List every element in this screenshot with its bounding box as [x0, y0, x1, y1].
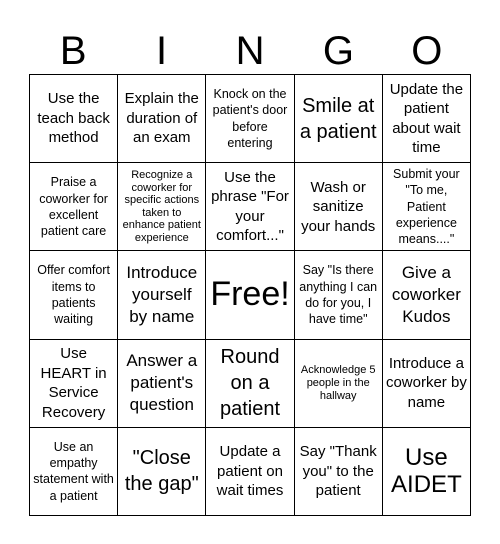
bingo-cell-n5[interactable]: Update a patient on wait times: [206, 428, 294, 516]
bingo-cell-b1[interactable]: Use the teach back method: [30, 75, 118, 163]
bingo-cell-g3[interactable]: Say "Is there anything I can do for you, I have time": [295, 251, 383, 339]
header-letter-o: O: [411, 29, 443, 73]
bingo-cell-n1[interactable]: Knock on the patient's door before entering: [206, 75, 294, 163]
bingo-cell-g5[interactable]: Say "Thank you" to the patient: [295, 428, 383, 516]
bingo-cell-i4[interactable]: Answer a patient's question: [118, 340, 206, 428]
bingo-cell-n2[interactable]: Use the phrase "For your comfort...": [206, 163, 294, 251]
header-letter-i: I: [156, 29, 168, 73]
bingo-cell-o1[interactable]: Update the patient about wait time: [383, 75, 471, 163]
bingo-cell-i3[interactable]: Introduce yourself by name: [118, 251, 206, 339]
bingo-cell-b5[interactable]: Use an empathy statement with a patient: [30, 428, 118, 516]
header-letter-g: G: [322, 29, 354, 73]
bingo-cell-free[interactable]: Free!: [206, 251, 294, 339]
bingo-header: [29, 28, 471, 74]
bingo-cell-g4[interactable]: Acknowledge 5 people in the hallway: [295, 340, 383, 428]
bingo-cell-g2[interactable]: Wash or sanitize your hands: [295, 163, 383, 251]
bingo-cell-b4[interactable]: Use HEART in Service Recovery: [30, 340, 118, 428]
header-letter-b: B: [59, 29, 87, 73]
bingo-cell-i1[interactable]: Explain the duration of an exam: [118, 75, 206, 163]
bingo-cell-o2[interactable]: Submit your "To me, Patient experience means....": [383, 163, 471, 251]
bingo-board: [29, 74, 471, 516]
bingo-cell-g1[interactable]: Smile at a patient: [295, 75, 383, 163]
header-letter-n: N: [235, 29, 265, 73]
bingo-cell-o5[interactable]: Use AIDET: [383, 428, 471, 516]
bingo-cell-i2[interactable]: Recognize a coworker for specific actions taken to enhance patient experience: [118, 163, 206, 251]
bingo-cell-b2[interactable]: Praise a coworker for excellent patient care: [30, 163, 118, 251]
bingo-cell-o3[interactable]: Give a coworker Kudos: [383, 251, 471, 339]
bingo-cell-o4[interactable]: Introduce a coworker by name: [383, 340, 471, 428]
bingo-cell-n4[interactable]: Round on a patient: [206, 340, 294, 428]
bingo-cell-i5[interactable]: "Close the gap": [118, 428, 206, 516]
bingo-cell-b3[interactable]: Offer comfort items to patients waiting: [30, 251, 118, 339]
